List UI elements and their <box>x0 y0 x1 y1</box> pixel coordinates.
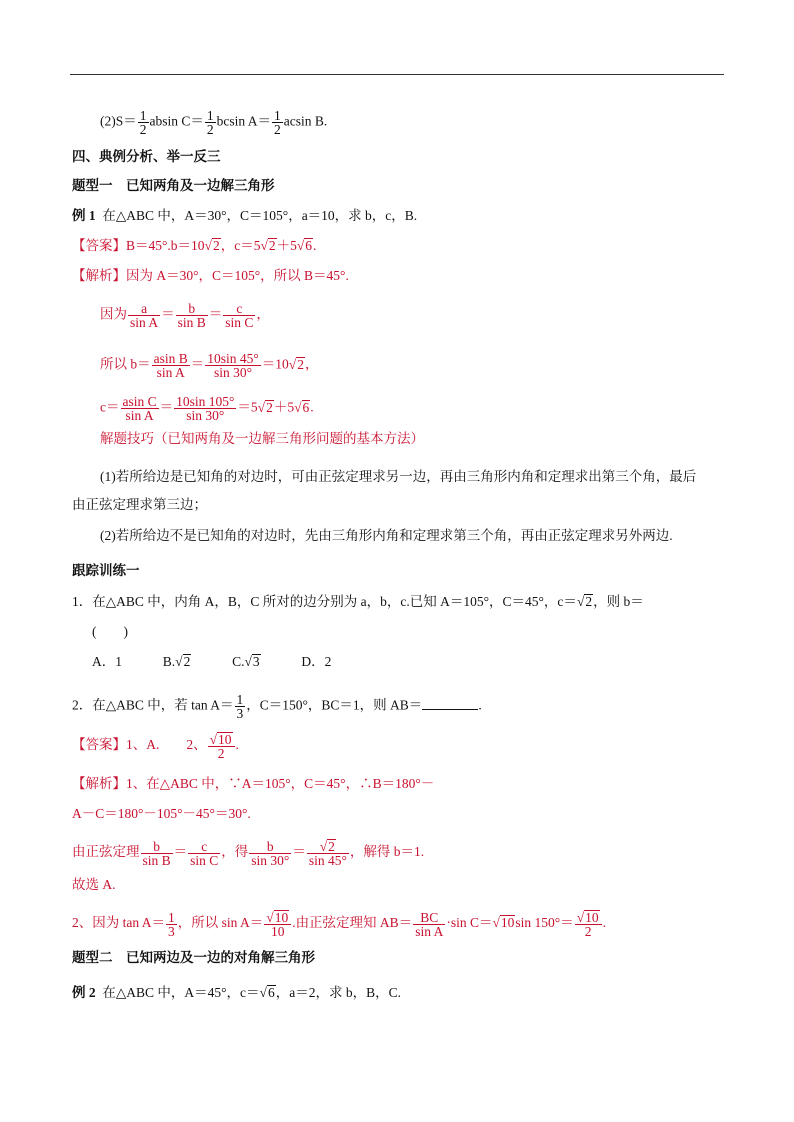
option-c: C.√3 <box>232 654 260 669</box>
solution2-line4: 故选 A. <box>72 877 116 892</box>
question1: 1．在△ABC 中，内角 A，B，C 所对的边分别为 a，b，c.已知 A＝105°，C＝45°，c＝√2，则 b＝ <box>72 594 644 609</box>
example1: 例 1 在△ABC 中，A＝30°，C＝105°，a＝10，求 b，c，B. <box>72 208 418 223</box>
option-b: B.√2 <box>162 654 191 669</box>
answer1: 【答案】B＝45°.b＝10√2，c＝5√2＋5√6. <box>72 238 317 253</box>
answer2: 【答案】1、A. 2、 $\frac{√10}{2}$ . <box>72 732 239 761</box>
practice-heading: 跟踪训练一 <box>72 563 140 578</box>
area-formula: (2)S＝ $\frac{1}{2}$ absin C＝ $\frac{1}{2}$ bcsin A＝ $\frac{1}{2}$ acsin B. <box>100 108 328 137</box>
tips-paragraph2: (2)若所给边不是已知角的对边时，先由三角形内角和定理求第三个角，再由正弦定理求另外两边. <box>100 528 673 543</box>
option-a: A．1 <box>92 654 122 669</box>
solution2-line5: 2、因为 tan A＝ $\frac{1}{3}$ ，所以 sin A＝ $\frac{√10}{10}$ .由正弦定理知 AB＝ $\frac{BC}{\text{sin A}}$ ·sin C＝√10sin 150°＝ $\frac{√10}{2}$ . <box>72 909 606 939</box>
question1-paren: ( ) <box>92 624 128 639</box>
solution2-line2: A－C＝180°－105°－45°＝30°. <box>72 806 251 821</box>
solution2-line3: 由正弦定理 $\frac{b}{\text{sin B}}$ ＝ $\frac{c}{\text{sin C}}$ ，得 $\frac{b}{\sin 30^\circ}$ ＝ $\frac{√2}{\sin 45^\circ}$ ，解得 b＝1. <box>72 838 425 868</box>
section-heading: 四、典例分析、举一反三 <box>72 149 221 164</box>
tips-paragraph1a: (1)若所给边是已知角的对边时，可由正弦定理求另一边，再由三角形内角和定理求出第三个角，最后 <box>100 469 697 484</box>
type2-heading: 题型二 已知两边及一边的对角解三角形 <box>72 950 315 965</box>
option-d: D．2 <box>301 654 332 669</box>
answer-blank <box>422 697 478 710</box>
header-rule <box>70 74 724 75</box>
question2: 2．在△ABC 中，若 tan A＝ $\frac{1}{3}$ ，C＝150°，BC＝1，则 AB＝ . <box>72 692 482 721</box>
example2: 例 2 在△ABC 中，A＝45°，c＝√6，a＝2，求 b，B，C. <box>72 985 401 1000</box>
solution1-line3: 所以 b＝ $\frac{\text{asin B}}{\text{sin A}}$ ＝ $\frac{10\sin 45^\circ}{\sin 30^\circ}$ ＝10√2， <box>100 351 319 380</box>
solution1-line1: 【解析】因为 A＝30°，C＝105°，所以 B＝45°. <box>72 268 349 283</box>
tips-title: 解题技巧（已知两角及一边解三角形问题的基本方法） <box>100 431 424 446</box>
solution2-line1: 【解析】1、在△ABC 中，∵A＝105°，C＝45°，∴B＝180°－ <box>72 776 435 791</box>
question1-options <box>92 654 331 670</box>
type1-heading: 题型一 已知两角及一边解三角形 <box>72 178 275 193</box>
solution1-line4: c＝ $\frac{\text{asin C}}{\text{sin A}}$ ＝ $\frac{10\sin 105^\circ}{\sin 30^\circ}$ ＝5√2＋5√6. <box>100 394 314 423</box>
tips-paragraph1b: 由正弦定理求第三边； <box>72 497 207 512</box>
solution1-line2: 因为 $\frac{a}{\text{sin A}}$ ＝ $\frac{b}{\text{sin B}}$ ＝ $\frac{c}{\text{sin C}}$ ， <box>100 301 270 330</box>
